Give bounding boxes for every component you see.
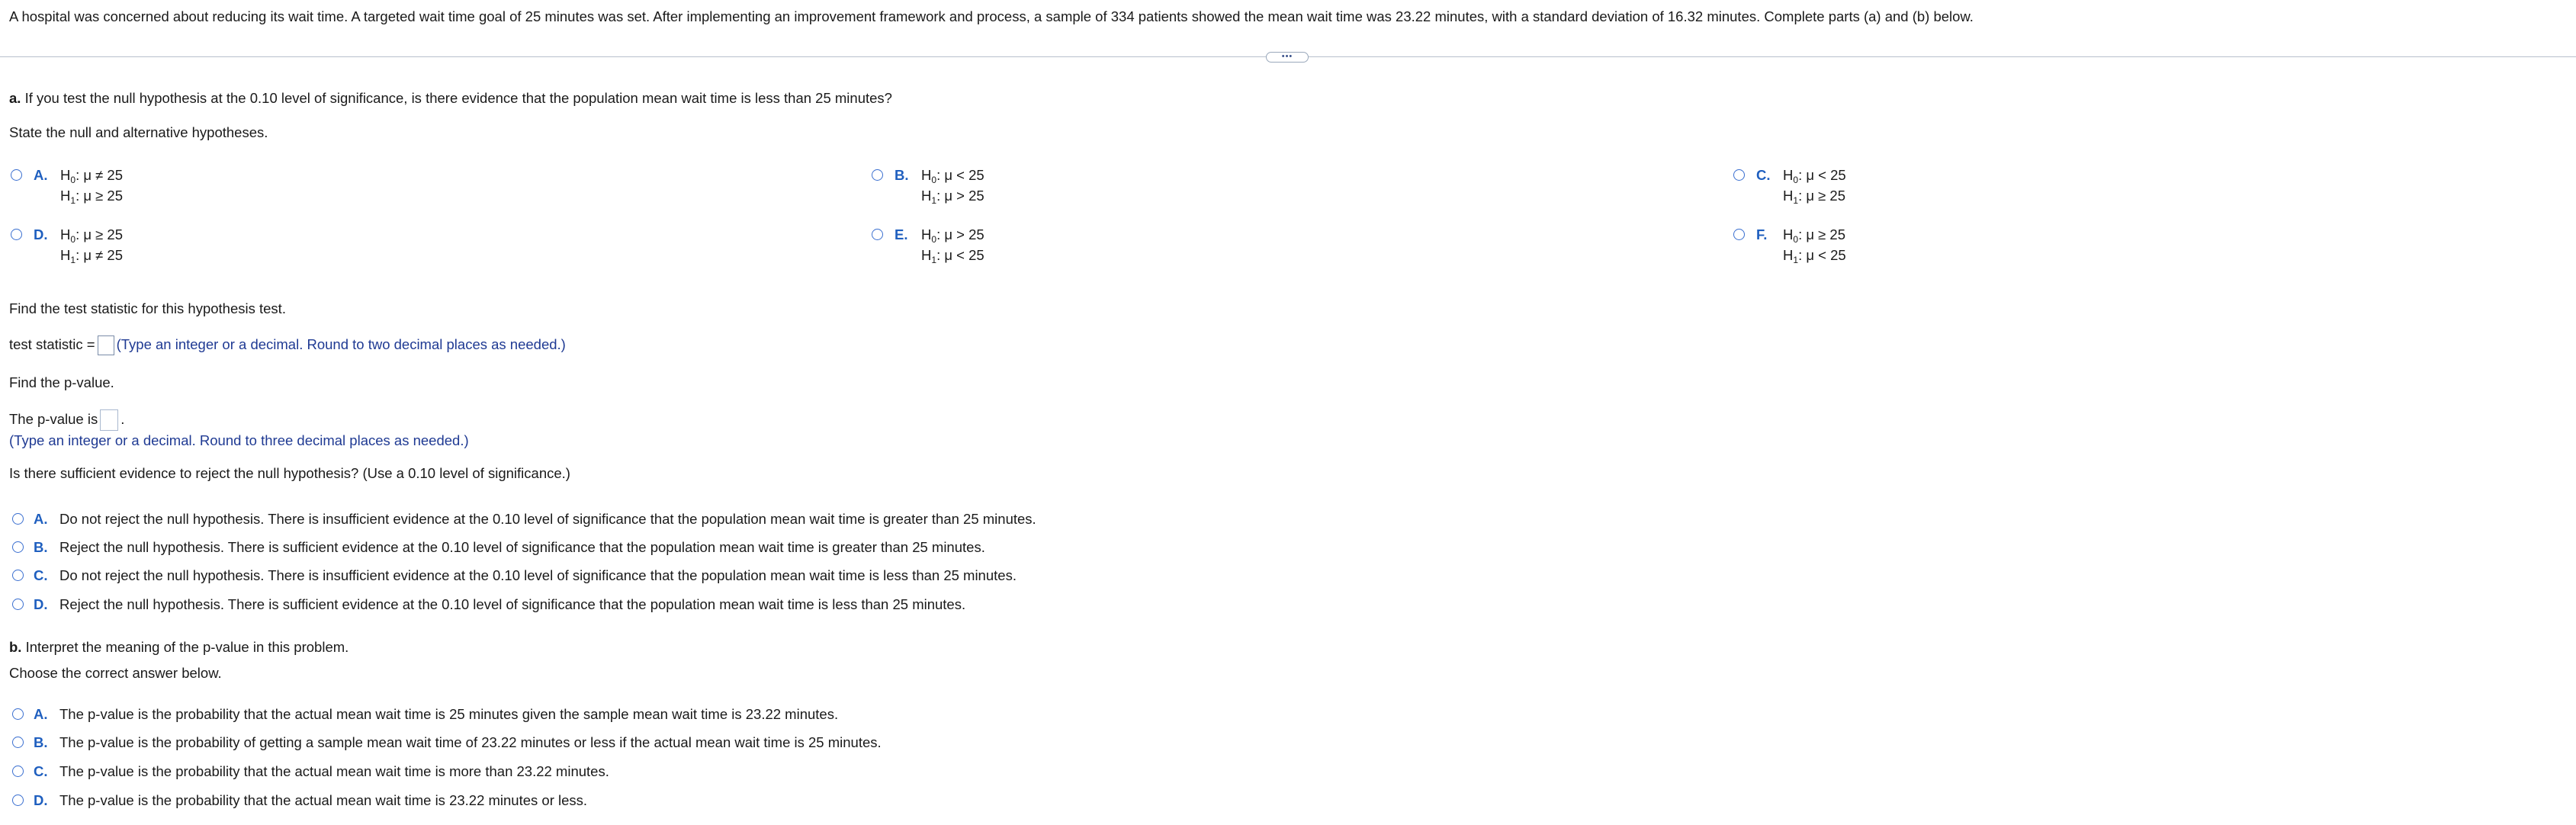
option-text: The p-value is the probability of getting a sample mean wait time of 23.22 minutes or less if the actual mean wait time is 25 minutes. <box>59 734 882 750</box>
option-letter: A. <box>34 511 48 527</box>
radio-button[interactable] <box>12 513 24 525</box>
test-statistic-hint: (Type an integer or a decimal. Round to two decimal places as needed.) <box>116 336 566 352</box>
p-value-input[interactable] <box>100 409 118 431</box>
part-b-label: b. <box>9 639 22 655</box>
part-b-question <box>9 638 348 656</box>
alternative-hypothesis: $H_1$: μ > 25 <box>921 188 984 206</box>
radio-button[interactable] <box>12 570 24 581</box>
p-value-label: The p-value is <box>9 410 98 427</box>
option-text: Do not reject the null hypothesis. There is insufficient evidence at the 0.10 level of significance that the population mean wait time is greater than 25 minutes. <box>59 511 1036 527</box>
null-hypothesis: $H_0$: μ ≥ 25 <box>60 226 124 245</box>
option-text: The p-value is the probability that the actual mean wait time is 23.22 minutes or less. <box>59 792 588 808</box>
option-letter: B. <box>34 539 48 555</box>
option-letter: D. <box>34 792 48 808</box>
radio-button[interactable] <box>12 795 24 806</box>
part-a-question <box>9 89 892 108</box>
alternative-hypothesis: $H_1$: μ ≥ 25 <box>1783 188 1846 206</box>
part-a-label: a. <box>9 90 21 106</box>
radio-button[interactable] <box>872 229 883 240</box>
find-test-statistic-prompt: Find the test statistic for this hypothesis test. <box>9 300 286 316</box>
radio-button[interactable] <box>12 599 24 610</box>
p-value-row <box>9 409 124 431</box>
null-hypothesis: $H_0$: μ < 25 <box>921 167 984 185</box>
radio-button[interactable] <box>12 766 24 777</box>
radio-button[interactable] <box>12 737 24 748</box>
null-hypothesis: $H_0$: μ ≥ 25 <box>1783 226 1846 245</box>
radio-button[interactable] <box>11 169 22 181</box>
option-letter: E. <box>895 226 908 242</box>
option-letter: B. <box>895 167 909 183</box>
alternative-hypothesis: $H_1$: μ < 25 <box>921 247 984 265</box>
null-hypothesis: $H_0$: μ > 25 <box>921 226 984 245</box>
radio-button[interactable] <box>1733 229 1745 240</box>
option-text: Reject the null hypothesis. There is sufficient evidence at the 0.10 level of significance that the population mean wait time is greater than 25 minutes. <box>59 539 985 555</box>
radio-button[interactable] <box>12 541 24 553</box>
option-letter: D. <box>34 226 48 242</box>
option-text: The p-value is the probability that the actual mean wait time is 25 minutes given the sample mean wait time is 23.22 minutes. <box>59 706 839 722</box>
option-text: Reject the null hypothesis. There is sufficient evidence at the 0.10 level of significance that the population mean wait time is less than 25 minutes. <box>59 596 966 612</box>
option-letter: C. <box>34 567 48 583</box>
expand-button[interactable]: ••• <box>1266 52 1309 63</box>
problem-stem: A hospital was concerned about reducing its wait time. A targeted wait time goal of 25 minutes was set. After implementing an improvement framework and process, a sample of 334 patients showed the mean wait time was 23.22 minutes, with a standard deviation of 16.32 minutes. Complete parts (a) and (b) below. <box>9 8 1974 24</box>
null-hypothesis: $H_0$: μ < 25 <box>1783 167 1846 185</box>
alternative-hypothesis: $H_1$: μ < 25 <box>1783 247 1846 265</box>
option-text: Do not reject the null hypothesis. There is insufficient evidence at the 0.10 level of significance that the population mean wait time is less than 25 minutes. <box>59 567 1017 583</box>
part-b-question-text: Interpret the meaning of the p-value in this problem. <box>21 639 349 655</box>
p-value-period: . <box>120 410 125 427</box>
radio-button[interactable] <box>12 708 24 720</box>
alternative-hypothesis: $H_1$: μ ≥ 25 <box>60 188 124 206</box>
alternative-hypothesis: $H_1$: μ ≠ 25 <box>60 247 124 265</box>
reject-question: Is there sufficient evidence to reject the null hypothesis? (Use a 0.10 level of significance.) <box>9 465 570 481</box>
part-a-question-text: If you test the null hypothesis at the 0.10 level of significance, is there evidence that the population mean wait time is less than 25 minutes? <box>21 90 892 106</box>
option-letter: A. <box>34 167 48 183</box>
choose-prompt: Choose the correct answer below. <box>9 665 222 681</box>
null-hypothesis: $H_0$: μ ≠ 25 <box>60 167 124 185</box>
option-letter: D. <box>34 596 48 612</box>
option-letter: F. <box>1756 226 1768 242</box>
test-statistic-label: test statistic = <box>9 336 95 352</box>
state-hypotheses-prompt: State the null and alternative hypotheses. <box>9 124 268 140</box>
option-letter: C. <box>1756 167 1771 183</box>
find-p-value-prompt: Find the p-value. <box>9 374 114 390</box>
test-statistic-input[interactable] <box>98 335 114 355</box>
radio-button[interactable] <box>11 229 22 240</box>
test-statistic-row <box>9 335 566 355</box>
option-letter: A. <box>34 706 48 722</box>
radio-button[interactable] <box>1733 169 1745 181</box>
radio-button[interactable] <box>872 169 883 181</box>
option-text: The p-value is the probability that the actual mean wait time is more than 23.22 minutes. <box>59 763 609 779</box>
option-letter: B. <box>34 734 48 750</box>
option-letter: C. <box>34 763 48 779</box>
p-value-hint: (Type an integer or a decimal. Round to three decimal places as needed.) <box>9 432 469 448</box>
